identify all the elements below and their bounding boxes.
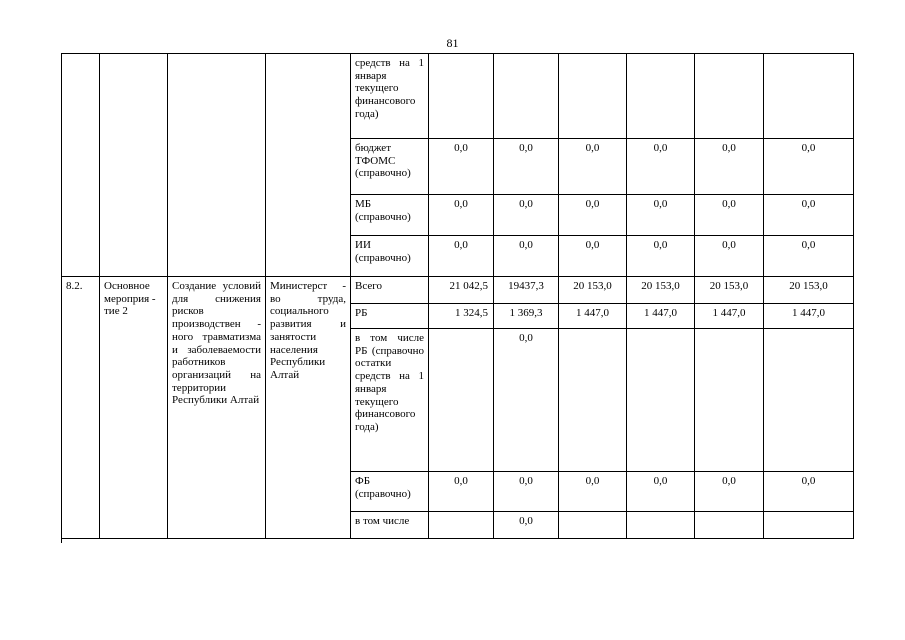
value-cell: 0,0 (627, 139, 695, 195)
value-cell: 1 447,0 (695, 304, 764, 329)
value-cell: 0,0 (559, 236, 627, 277)
value-cell: 0,0 (559, 472, 627, 512)
source-label: ИИ (справочно) (351, 236, 429, 277)
value-cell (559, 512, 627, 539)
value-cell (695, 329, 764, 472)
source-label: средств на 1 января текущего финансового года) (351, 54, 429, 139)
value-cell (764, 54, 854, 139)
page-number: 81 (446, 36, 459, 50)
value-cell: 1 447,0 (627, 304, 695, 329)
value-cell: 1 447,0 (559, 304, 627, 329)
cell-type-cont (100, 54, 168, 277)
value-cell: 0,0 (494, 329, 559, 472)
value-cell: 0,0 (695, 472, 764, 512)
value-cell (764, 512, 854, 539)
value-cell (429, 329, 494, 472)
value-cell: 0,0 (429, 236, 494, 277)
value-cell: 0,0 (494, 195, 559, 236)
source-label: бюджет ТФОМС (справочно) (351, 139, 429, 195)
activity-number: 8.2. (62, 277, 100, 539)
value-cell: 20 153,0 (695, 277, 764, 304)
value-cell (429, 512, 494, 539)
value-cell: 0,0 (627, 472, 695, 512)
value-cell (695, 512, 764, 539)
value-cell: 0,0 (494, 236, 559, 277)
source-label: в том числе РБ (справочно остатки средств на 1 января текущего финансового года) (351, 329, 429, 472)
value-cell: 0,0 (695, 236, 764, 277)
value-cell: 0,0 (764, 195, 854, 236)
value-cell: 0,0 (627, 236, 695, 277)
value-cell: 0,0 (559, 195, 627, 236)
value-cell: 20 153,0 (559, 277, 627, 304)
budget-table (61, 53, 854, 539)
value-cell: 0,0 (494, 139, 559, 195)
cell-executor-cont (266, 54, 351, 277)
value-cell: 0,0 (429, 472, 494, 512)
value-cell: 1 324,5 (429, 304, 494, 329)
table-row (62, 54, 854, 139)
value-cell: 20 153,0 (627, 277, 695, 304)
value-cell (429, 54, 494, 139)
activity-executor: Министерст - во труда, социального развития и занятости населения Республики Алтай (266, 277, 351, 539)
source-label: РБ (351, 304, 429, 329)
source-label: Всего (351, 277, 429, 304)
value-cell: 19437,3 (494, 277, 559, 304)
value-cell: 0,0 (429, 195, 494, 236)
source-label: в том числе (351, 512, 429, 539)
value-cell: 0,0 (494, 472, 559, 512)
value-cell: 0,0 (764, 236, 854, 277)
value-cell (627, 512, 695, 539)
activity-name: Создание условий для снижения рисков производствен - ного травматизма и заболеваемости работников организаций на территории Республики Алтай (168, 277, 266, 539)
table-row (62, 277, 854, 304)
activity-type: Основное мероприя - тие 2 (100, 277, 168, 539)
cell-number-cont (62, 54, 100, 277)
value-cell (627, 329, 695, 472)
value-cell: 0,0 (695, 139, 764, 195)
value-cell (764, 329, 854, 472)
value-cell (627, 54, 695, 139)
value-cell: 0,0 (627, 195, 695, 236)
value-cell: 21 042,5 (429, 277, 494, 304)
value-cell: 0,0 (695, 195, 764, 236)
value-cell: 0,0 (494, 512, 559, 539)
value-cell: 0,0 (764, 139, 854, 195)
value-cell: 0,0 (429, 139, 494, 195)
value-cell (559, 329, 627, 472)
value-cell: 1 369,3 (494, 304, 559, 329)
value-cell: 1 447,0 (764, 304, 854, 329)
value-cell: 0,0 (559, 139, 627, 195)
value-cell (559, 54, 627, 139)
value-cell (695, 54, 764, 139)
value-cell: 0,0 (764, 472, 854, 512)
source-label: МБ (справочно) (351, 195, 429, 236)
value-cell (494, 54, 559, 139)
value-cell: 20 153,0 (764, 277, 854, 304)
cell-name-cont (168, 54, 266, 277)
source-label: ФБ (справочно) (351, 472, 429, 512)
